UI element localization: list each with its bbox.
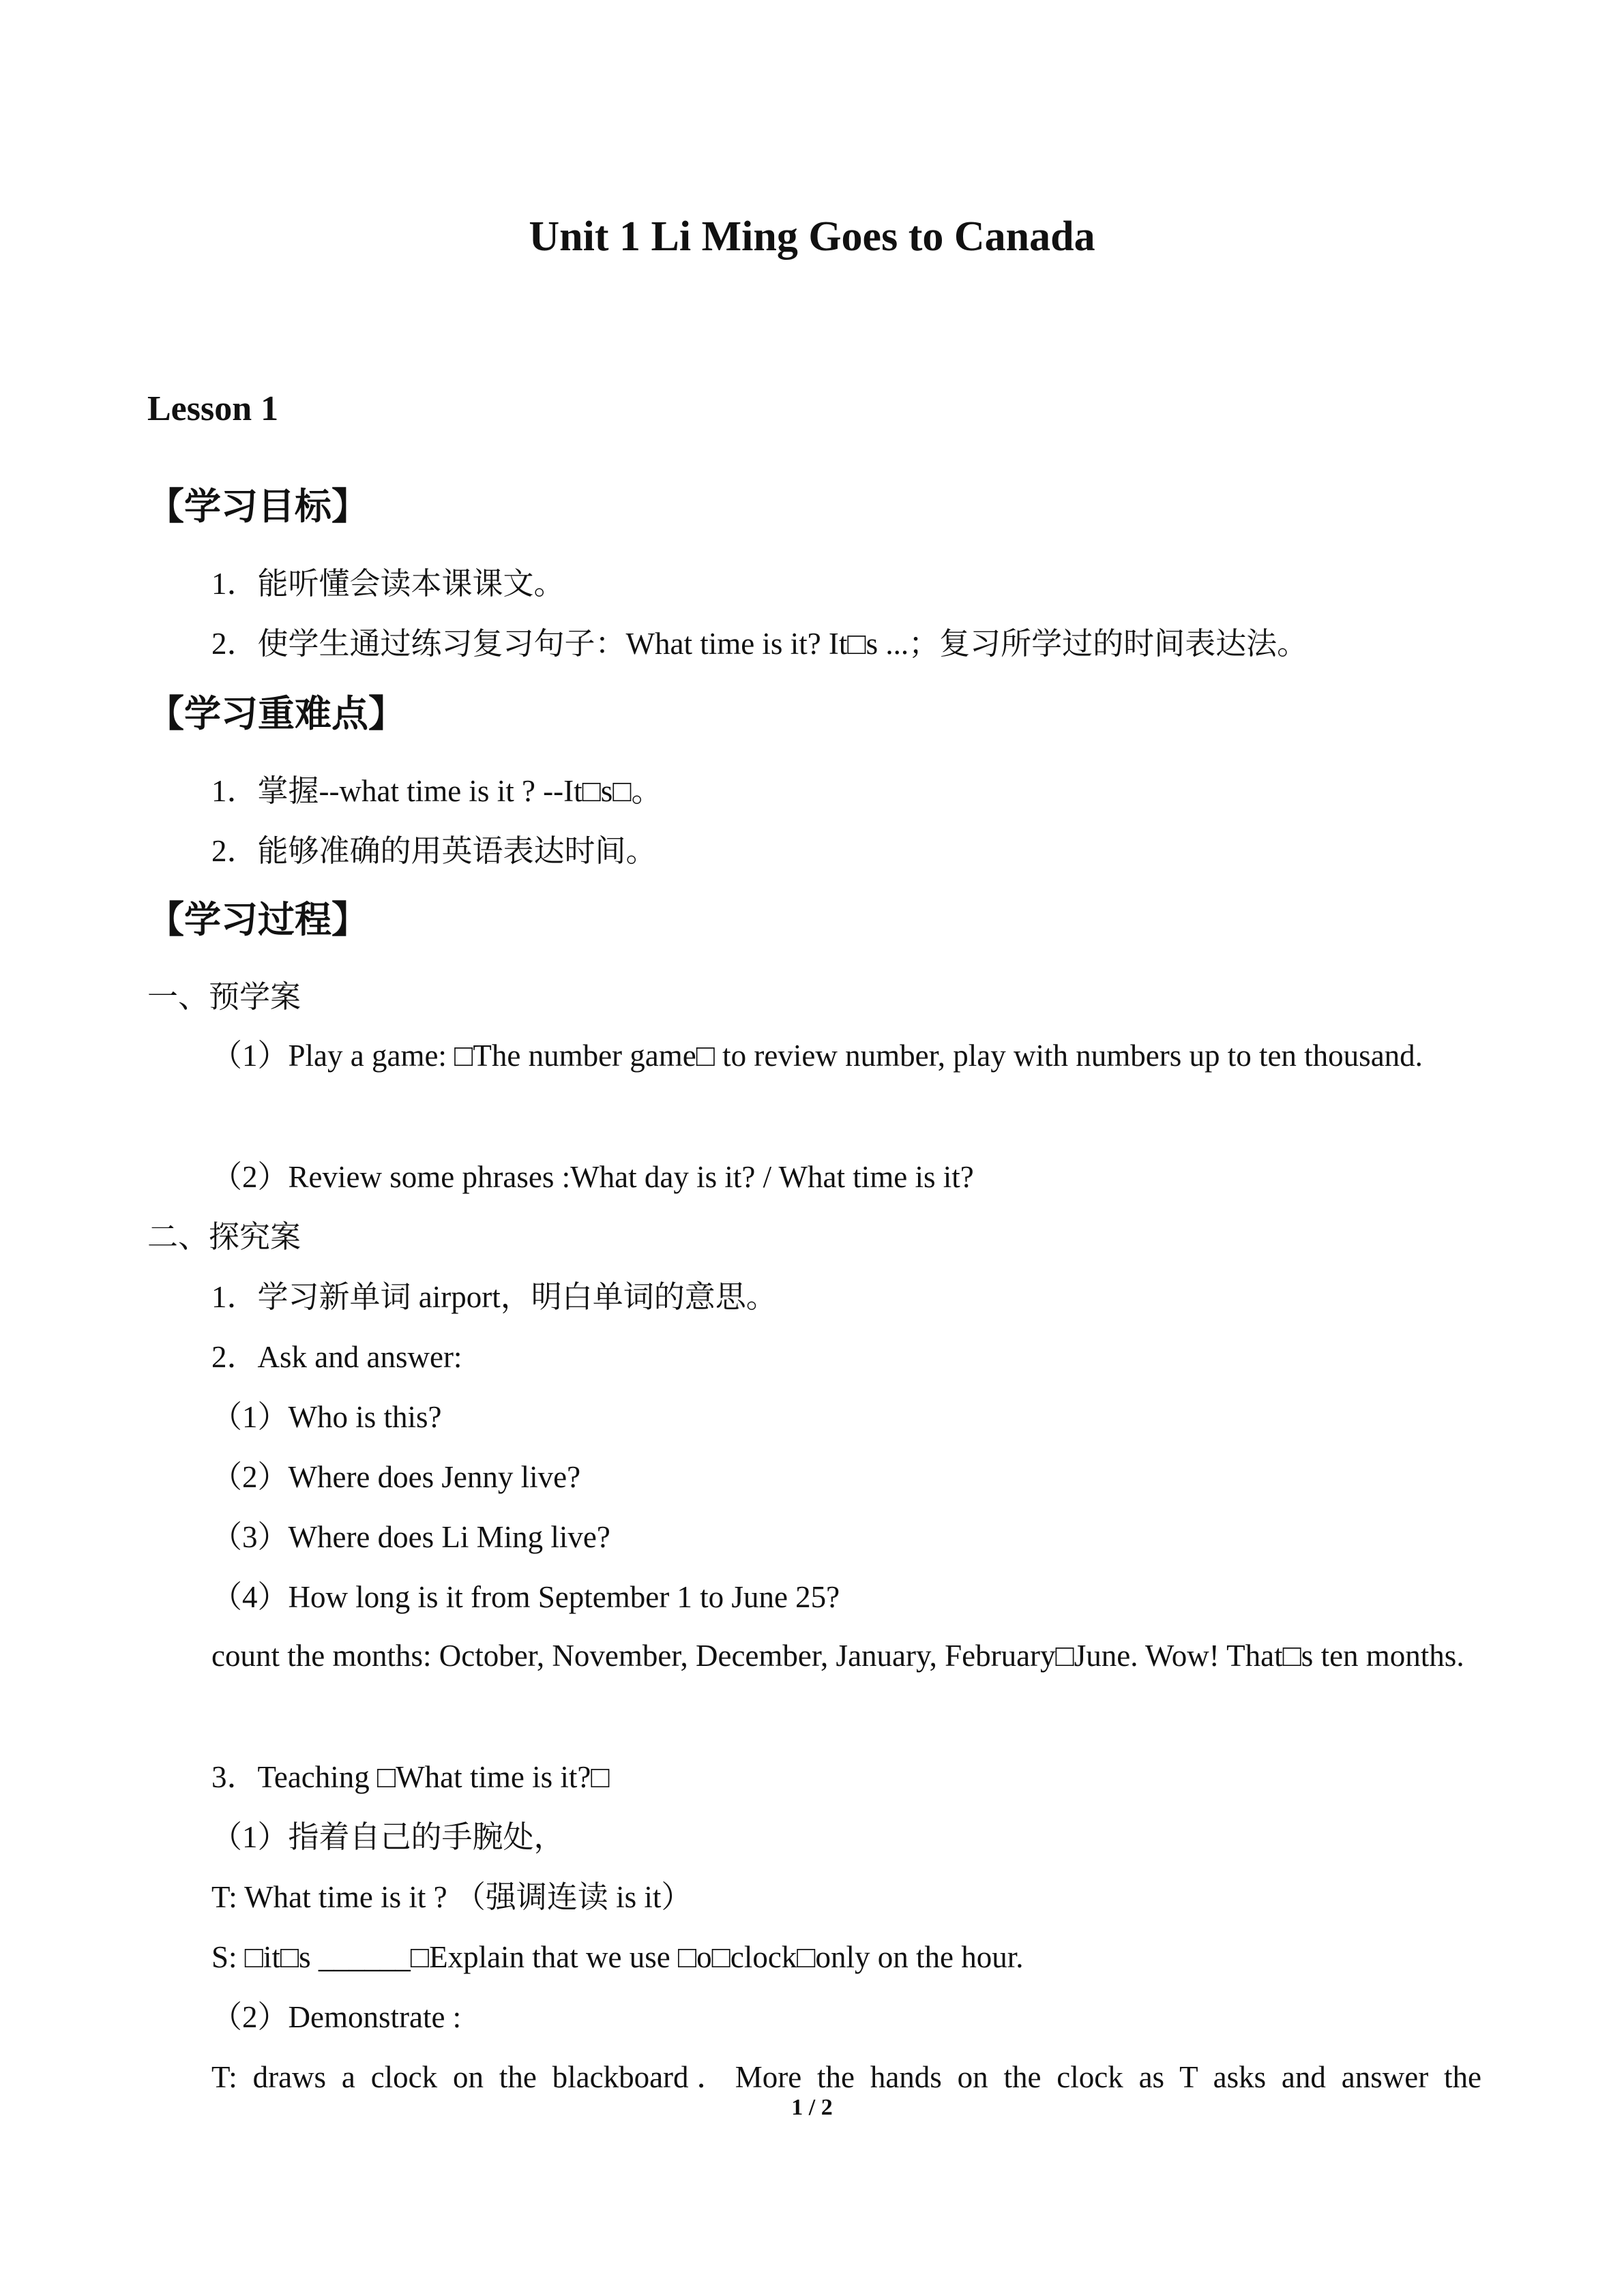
key-point-item-1: 1．掌握--what time is it ? --It□s□。 [211, 774, 662, 808]
part-label-explore: 二、探究案 [147, 1220, 301, 1254]
part-label-preview: 一、预学案 [147, 980, 301, 1014]
step-2: （2）Demonstrate : [211, 2000, 462, 2034]
explore-item-3: 3．Teaching □What time is it?□ [211, 1760, 610, 1794]
explore-item-2: 2．Ask and answer: [211, 1340, 462, 1374]
question-3: （3）Where does Li Ming live? [211, 1520, 610, 1554]
section-heading-process: 【学习过程】 [147, 898, 368, 941]
question-1: （1）Who is this? [211, 1400, 442, 1434]
document-title: Unit 1 Li Ming Goes to Canada [529, 213, 1095, 260]
key-point-item-2: 2．能够准确的用英语表达时间。 [211, 834, 657, 868]
teacher-line-2: T: draws a clock on the blackboard．More the hands on the clock as T asks and answer the [211, 2060, 1481, 2094]
lesson-heading: Lesson 1 [147, 389, 279, 428]
count-months-paragraph: count the months: October, November, December, January, February□June. Wow! That□s ten months. [211, 1639, 1464, 1673]
question-4: （4）How long is it from September 1 to June 25? [211, 1580, 840, 1614]
preview-paragraph-1: （1）Play a game: □The number game□ to review number, play with numbers up to ten thousand. [211, 1039, 1423, 1073]
explore-item-1: 1．学习新单词 airport，明白单词的意思。 [211, 1280, 777, 1314]
preview-paragraph-2: （2）Review some phrases :What day is it? / What time is it? [211, 1160, 974, 1194]
section-heading-key-points: 【学习重难点】 [147, 692, 405, 735]
step-1: （1）指着自己的手腕处， [211, 1820, 565, 1854]
objective-item-1: 1．能听懂会读本课课文。 [211, 567, 565, 601]
teacher-line-1: T: What time is it ? （强调连读 is it） [211, 1880, 692, 1914]
objective-item-2: 2．使学生通过练习复习句子：What time is it? It□s ...；复习所学过的时间表达法。 [211, 627, 1308, 661]
student-line: S: □it□s ______□Explain that we use □o□clock□only on the hour. [211, 1940, 1024, 1974]
section-heading-objectives: 【学习目标】 [147, 485, 368, 528]
question-2: （2）Where does Jenny live? [211, 1460, 581, 1494]
page-number: 1 / 2 [791, 2095, 833, 2120]
